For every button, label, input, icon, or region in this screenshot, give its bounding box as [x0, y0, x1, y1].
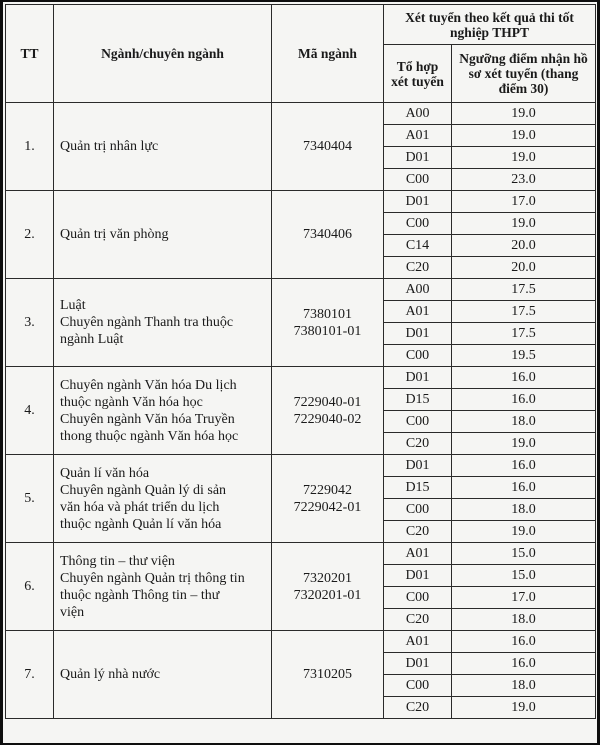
- major-name-line: Quản lí văn hóa: [60, 465, 150, 481]
- major-code: [272, 103, 384, 191]
- score-cell: 19.0: [452, 697, 596, 719]
- row-number: 2.: [6, 191, 54, 279]
- combo-cell: A01: [384, 631, 452, 653]
- score-cell: 20.0: [452, 257, 596, 279]
- row-number: 4.: [6, 367, 54, 455]
- combo-cell: A00: [384, 103, 452, 125]
- score-cell: 17.5: [452, 279, 596, 301]
- major-name-line: Chuyên ngành Thanh tra thuộc: [60, 315, 234, 330]
- major-name-line: Luật: [60, 298, 86, 313]
- major-name-line: Chuyên ngành Văn hóa Du lịch: [60, 377, 237, 393]
- major-name-line: thuộc ngành Thông tin – thư: [60, 587, 220, 603]
- combo-cell: A00: [384, 279, 452, 301]
- major-code-line: 7380101-01: [293, 323, 362, 339]
- major-code-line: 7229042-01: [293, 499, 362, 515]
- major-name-line: Chuyên ngành Quản trị thông tin: [60, 570, 245, 586]
- score-cell: 19.5: [452, 345, 596, 367]
- combo-cell: C20: [384, 609, 452, 631]
- score-cell: 16.0: [452, 389, 596, 411]
- score-cell: 20.0: [452, 235, 596, 257]
- major-code-line: 7340404: [303, 139, 352, 154]
- combo-cell: D01: [384, 653, 452, 675]
- combo-cell: C00: [384, 213, 452, 235]
- score-cell: 15.0: [452, 565, 596, 587]
- table-row: [6, 191, 596, 213]
- combo-cell: D15: [384, 477, 452, 499]
- major-name-line: Thông tin – thư viện: [60, 553, 175, 569]
- major-code: [272, 367, 384, 455]
- row-number: 1.: [6, 103, 54, 191]
- score-cell: 19.0: [452, 103, 596, 125]
- score-cell: 18.0: [452, 609, 596, 631]
- table-body: [6, 103, 596, 719]
- score-cell: 17.0: [452, 587, 596, 609]
- score-cell: 16.0: [452, 367, 596, 389]
- major-name: [54, 191, 272, 279]
- row-number: 5.: [6, 455, 54, 543]
- row-number: 7.: [6, 631, 54, 719]
- score-cell: 19.0: [452, 125, 596, 147]
- table-row: [6, 279, 596, 301]
- combo-cell: D01: [384, 367, 452, 389]
- score-cell: 16.0: [452, 477, 596, 499]
- header-combo: Tổ hợp xét tuyển: [384, 45, 452, 103]
- score-cell: 17.0: [452, 191, 596, 213]
- combo-cell: D01: [384, 191, 452, 213]
- major-name: [54, 103, 272, 191]
- major-name-line: Quản lý nhà nước: [60, 667, 161, 682]
- major-name: [54, 543, 272, 631]
- combo-cell: A01: [384, 543, 452, 565]
- major-code-line: 7229042: [303, 482, 352, 498]
- combo-cell: C20: [384, 433, 452, 455]
- table-row: [6, 543, 596, 565]
- combo-cell: A01: [384, 125, 452, 147]
- major-name: [54, 631, 272, 719]
- document-page: [3, 2, 597, 743]
- major-code-line: 7340406: [303, 227, 352, 242]
- combo-cell: C20: [384, 697, 452, 719]
- major-name: [54, 455, 272, 543]
- major-code: [272, 455, 384, 543]
- major-name-line: thuộc ngành Quản lí văn hóa: [60, 516, 222, 532]
- header-threshold: Ngưỡng điểm nhận hồ sơ xét tuyển (thang điểm 30): [452, 45, 596, 103]
- score-cell: 23.0: [452, 169, 596, 191]
- combo-cell: C14: [384, 235, 452, 257]
- score-cell: 18.0: [452, 675, 596, 697]
- major-name-line: Chuyên ngành Văn hóa Truyền: [60, 411, 235, 427]
- header-code: Mã ngành: [272, 5, 384, 103]
- major-code: [272, 543, 384, 631]
- score-cell: 16.0: [452, 631, 596, 653]
- major-code-line: 7310205: [303, 667, 352, 682]
- combo-cell: D15: [384, 389, 452, 411]
- major-name-line: viện: [60, 604, 85, 620]
- score-cell: 18.0: [452, 411, 596, 433]
- major-name-line: văn hóa và phát triển du lịch: [60, 499, 220, 515]
- combo-cell: D01: [384, 565, 452, 587]
- row-number: 3.: [6, 279, 54, 367]
- score-cell: 15.0: [452, 543, 596, 565]
- major-code: [272, 631, 384, 719]
- combo-cell: C00: [384, 587, 452, 609]
- table-row: [6, 631, 596, 653]
- header-group: Xét tuyển theo kết quả thi tốt nghiệp THPT: [384, 5, 596, 45]
- table-row: [6, 367, 596, 389]
- major-code-line: 7320201-01: [293, 587, 362, 603]
- admission-table: [5, 4, 596, 719]
- score-cell: 16.0: [452, 653, 596, 675]
- major-name-line: ngành Luật: [60, 332, 124, 347]
- major-code-line: 7320201: [303, 570, 352, 586]
- major-code: [272, 191, 384, 279]
- major-name: [54, 279, 272, 367]
- combo-cell: C00: [384, 499, 452, 521]
- score-cell: 18.0: [452, 499, 596, 521]
- major-name-line: Chuyên ngành Quản lý di sản: [60, 482, 227, 498]
- score-cell: 19.0: [452, 521, 596, 543]
- row-number: 6.: [6, 543, 54, 631]
- major-code: [272, 279, 384, 367]
- score-cell: 19.0: [452, 213, 596, 235]
- major-code-line: 7229040-01: [293, 394, 362, 410]
- score-cell: 17.5: [452, 301, 596, 323]
- major-name: [54, 367, 272, 455]
- combo-cell: C00: [384, 411, 452, 433]
- major-code-line: 7380101: [303, 306, 352, 322]
- combo-cell: D01: [384, 455, 452, 477]
- header-tt: TT: [6, 5, 54, 103]
- combo-cell: C20: [384, 521, 452, 543]
- score-cell: 19.0: [452, 433, 596, 455]
- combo-cell: C00: [384, 345, 452, 367]
- major-name-line: Quản trị văn phòng: [60, 227, 169, 242]
- major-code-line: 7229040-02: [293, 411, 362, 427]
- header-major: Ngành/chuyên ngành: [54, 5, 272, 103]
- score-cell: 17.5: [452, 323, 596, 345]
- major-name-line: thuộc ngành Văn hóa học: [60, 394, 203, 410]
- combo-cell: A01: [384, 301, 452, 323]
- major-name-line: Quản trị nhân lực: [60, 139, 159, 154]
- table-row: [6, 455, 596, 477]
- combo-cell: C00: [384, 169, 452, 191]
- combo-cell: C00: [384, 675, 452, 697]
- score-cell: 16.0: [452, 455, 596, 477]
- score-cell: 19.0: [452, 147, 596, 169]
- major-name-line: thong thuộc ngành Văn hóa học: [60, 428, 239, 444]
- table-row: [6, 103, 596, 125]
- combo-cell: C20: [384, 257, 452, 279]
- combo-cell: D01: [384, 147, 452, 169]
- combo-cell: D01: [384, 323, 452, 345]
